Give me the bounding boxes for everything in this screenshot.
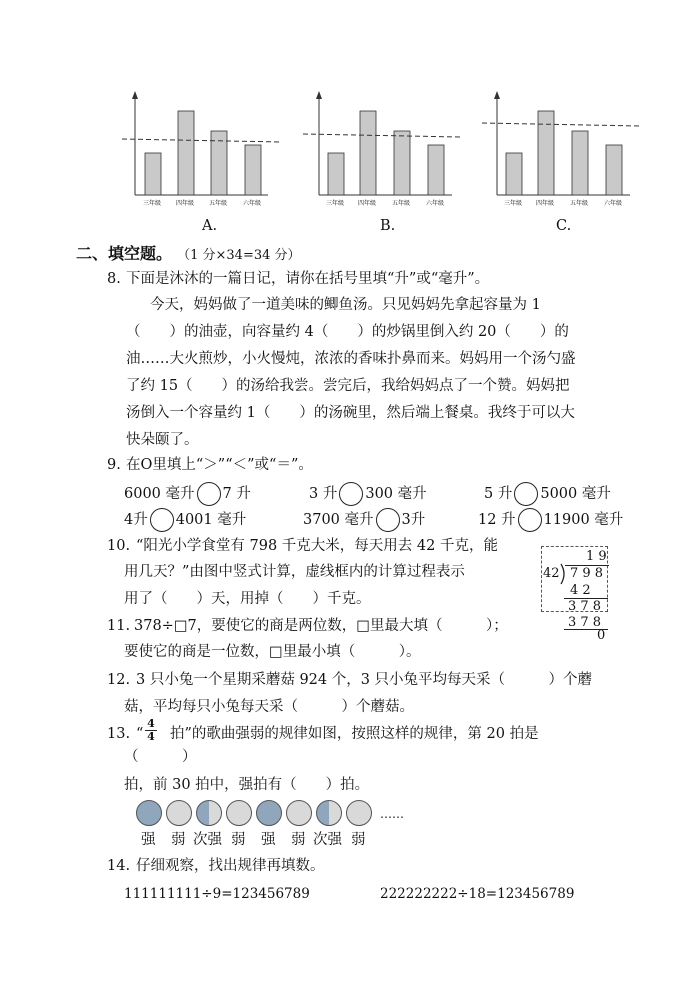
beat-circle-weak	[166, 800, 192, 826]
final-remainder: 0	[597, 628, 606, 643]
step-product: 3 7 8	[568, 615, 602, 630]
question-number: 12.	[107, 672, 131, 688]
step-product: 4 2	[570, 583, 591, 598]
y-axis-arrow	[132, 91, 138, 99]
option-label-c: C.	[556, 218, 572, 234]
comparison-item	[309, 482, 427, 506]
answer-circle[interactable]	[197, 482, 221, 506]
right-value: 300 毫升	[365, 486, 427, 502]
beat-label: 弱	[291, 832, 306, 848]
beat-circle-weak	[346, 800, 372, 826]
chart-b	[303, 91, 460, 195]
section-title: 二、填空题。	[76, 244, 173, 263]
beat-label: 弱	[351, 832, 366, 848]
bar	[245, 145, 261, 195]
answer-circle[interactable]	[514, 482, 538, 506]
dividend: 7 9 8	[570, 566, 604, 581]
comparison-item	[303, 508, 425, 532]
ellipsis: ……	[380, 807, 404, 821]
tick-label: 五年级	[570, 200, 589, 207]
y-axis-arrow	[316, 91, 322, 99]
bar	[178, 111, 194, 195]
left-value: 3 升	[309, 486, 338, 502]
bar	[538, 111, 554, 195]
diary-line: 今天，妈妈做了一道美味的鲫鱼汤。只见妈妈先拿起容量为 1	[150, 297, 541, 313]
diary-line: 了约 15（ ）的汤给我尝。尝完后，我给妈妈点了一个赞。妈妈把	[126, 378, 570, 394]
average-line	[122, 139, 282, 142]
question-number: 10.	[107, 538, 131, 554]
beat-label: 强	[141, 832, 156, 848]
tick-label: 六年级	[243, 200, 262, 207]
bar	[328, 153, 344, 195]
chart-c	[482, 91, 640, 195]
left-value: 4升	[124, 512, 148, 528]
tick-label: 六年级	[604, 200, 623, 207]
section-score: （1 分×34=34 分）	[177, 248, 301, 263]
right-value: 3升	[401, 512, 426, 528]
tick-label: 三年级	[504, 200, 523, 207]
average-line	[303, 134, 460, 137]
answer-blank: （ ）	[124, 749, 197, 765]
bar	[145, 153, 161, 195]
tick-label: 四年级	[536, 200, 555, 207]
beat-circle-weak	[226, 800, 252, 826]
beat-label: 次强	[193, 832, 222, 848]
charts-svg	[0, 85, 695, 245]
question-number: 9.	[107, 457, 121, 473]
equation: 111111111÷9=123456789	[124, 886, 310, 902]
section-heading	[76, 241, 301, 266]
tick-label: 三年级	[326, 200, 345, 207]
answer-circle[interactable]	[339, 482, 363, 506]
answer-circle[interactable]	[518, 508, 542, 532]
question-number: 11.	[107, 618, 131, 634]
beat-label: 弱	[171, 832, 186, 848]
time-signature	[145, 718, 157, 743]
tick-label: 六年级	[426, 200, 445, 207]
y-axis-arrow	[494, 91, 500, 99]
question-line: “阳光小学食堂有 798 千克大米，每天用去 42 千克，能	[136, 538, 498, 554]
chart-a	[122, 91, 282, 195]
beat-circle-secondary	[196, 800, 222, 826]
divisor: 42	[543, 566, 560, 581]
bar	[360, 111, 376, 195]
equation: 222222222÷18=123456789	[380, 886, 575, 902]
bar	[506, 153, 522, 195]
question-line: 3 只小兔一个星期采蘑菇 924 个，3 只小兔平均每天采（ ）个蘑	[136, 672, 593, 688]
question-prompt: 下面是沐沐的一篇日记，请你在括号里填“升”或“毫升”。	[126, 271, 490, 287]
left-value: 12 升	[478, 512, 516, 528]
left-value: 3700 毫升	[303, 512, 374, 528]
question-number: 14.	[107, 858, 131, 874]
quote-open: “	[136, 726, 144, 742]
diary-line: 油……大火煎炒，小火慢炖，浓浓的香味扑鼻而来。妈妈用一个汤勺盛	[126, 351, 576, 367]
comparison-item	[124, 482, 251, 506]
quotient: 1 9	[586, 549, 607, 564]
right-value: 7 升	[222, 486, 251, 502]
tick-label: 四年级	[176, 200, 195, 207]
tick-label: 五年级	[209, 200, 228, 207]
question-line: 菇，平均每只小兔每天采（ ）个蘑菇。	[124, 699, 414, 715]
diary-line: 汤倒入一个容量约 1（ ）的汤碗里，然后端上餐桌。我终于可以大	[126, 405, 575, 421]
time-signature-top: 4	[147, 717, 155, 730]
beat-label: 弱	[231, 832, 246, 848]
question-line: 用了（ ）天，用掉（ ）千克。	[124, 591, 371, 607]
average-line	[482, 123, 640, 126]
answer-circle[interactable]	[150, 508, 174, 532]
time-signature-bottom: 4	[145, 730, 157, 743]
beat-label: 强	[261, 832, 276, 848]
question-line: 拍，前 30 拍中，强拍有（ ）拍。	[124, 777, 370, 793]
question-prompt: 在O里填上“＞”“＜”或“＝”。	[126, 457, 313, 473]
question-line: 要使它的商是一位数，□里最小填（ ）。	[124, 644, 421, 660]
beat-circle-secondary	[316, 800, 342, 826]
partial-remainder: 3 7 8	[568, 599, 602, 614]
comparison-item	[484, 482, 611, 506]
bar	[428, 145, 444, 195]
division-bracket	[560, 563, 568, 585]
option-label-b: B.	[380, 218, 396, 234]
comparison-item	[124, 508, 246, 532]
tick-label: 四年级	[358, 200, 377, 207]
bar	[394, 131, 410, 195]
question-line: 拍”的歌曲强弱的规律如图，按照这样的规律，第 20 拍是	[170, 726, 539, 742]
beat-label: 次强	[313, 832, 342, 848]
diary-line: 快朵颐了。	[126, 432, 199, 448]
bar	[572, 131, 588, 195]
diary-line: （ ）的油壶，向容量约 4（ ）的炒锅里倒入约 20（ ）的	[126, 324, 569, 340]
beat-circle-strong	[136, 800, 162, 826]
tick-label: 三年级	[143, 200, 162, 207]
bar	[606, 145, 622, 195]
option-label-a: A.	[202, 218, 218, 234]
tick-label: 五年级	[392, 200, 411, 207]
question-number: 13.	[107, 726, 131, 742]
left-value: 5 升	[484, 486, 513, 502]
right-value: 5000 毫升	[540, 486, 611, 502]
question-line: 378÷□7，要使它的商是两位数，□里最大填（ ）；	[134, 618, 508, 634]
beat-circle-strong	[256, 800, 282, 826]
beat-circle-weak	[286, 800, 312, 826]
left-value: 6000 毫升	[124, 486, 195, 502]
question-line: 用几天？”由图中竖式计算，虚线框内的计算过程表示	[124, 564, 465, 580]
answer-circle[interactable]	[376, 508, 400, 532]
comparison-item	[478, 508, 623, 532]
right-value: 4001 毫升	[175, 512, 247, 528]
right-value: 11900 毫升	[543, 512, 624, 528]
question-number: 8.	[107, 271, 121, 287]
question-prompt: 仔细观察，找出规律再填数。	[136, 858, 325, 874]
